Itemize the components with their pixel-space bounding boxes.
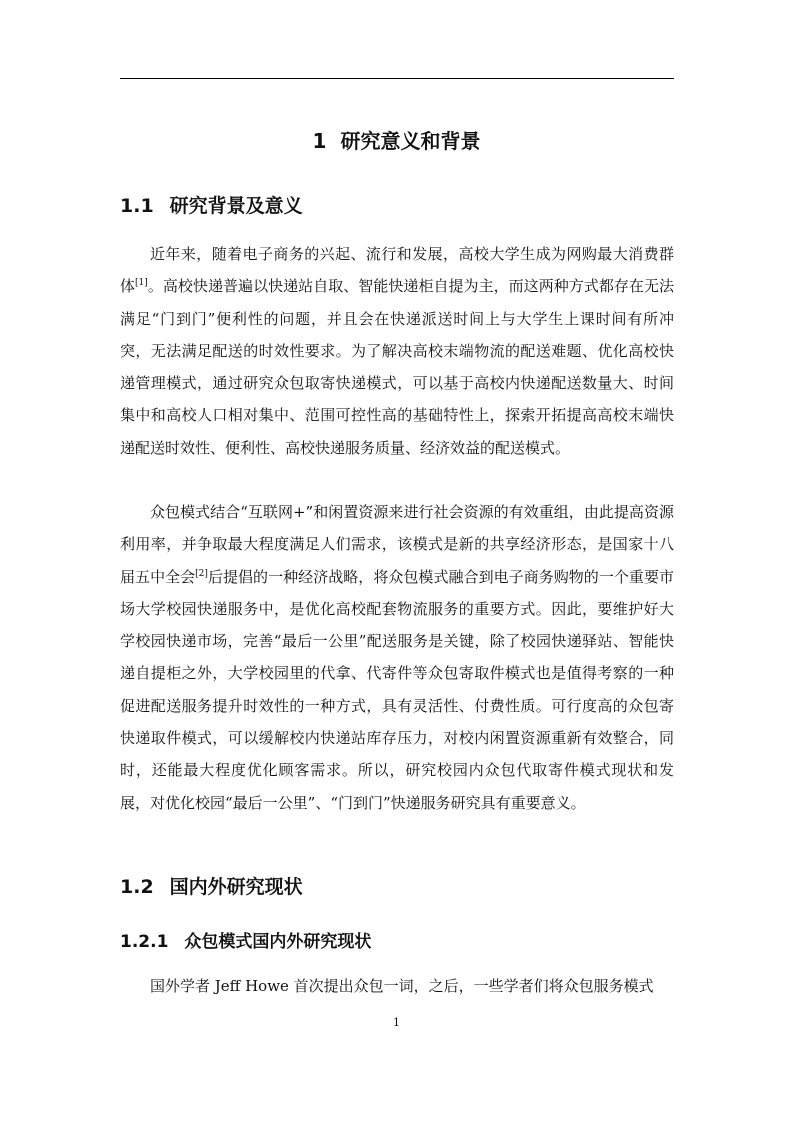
header-rule bbox=[120, 78, 674, 79]
paragraph-text: 众包模式结合“互联网+”和闲置资源来进行社会资源的有效重组，由此提高资源利用率，并争取最大程度满足人们需求，该模式是新的共享经济形态，是国家十八届五中全会 bbox=[120, 503, 674, 586]
section-number: 1.1 bbox=[120, 195, 154, 217]
paragraph-crowdsourcing bbox=[120, 496, 674, 819]
section-title: 众包模式国内外研究现状 bbox=[184, 932, 372, 952]
chapter-title-text: 研究意义和背景 bbox=[340, 129, 481, 153]
chapter-number: 1 bbox=[312, 129, 327, 153]
section-heading-1-2-1 bbox=[120, 930, 371, 954]
paragraph-text: 国外学者 Jeff Howe 首次提出众包一词，之后，一些学者们将众包服务模式 bbox=[150, 977, 654, 995]
paragraph-research-status bbox=[120, 970, 674, 1002]
section-number: 1.2.1 bbox=[120, 932, 169, 952]
citation-ref: [2] bbox=[195, 568, 208, 579]
citation-ref: [1] bbox=[135, 278, 148, 289]
paragraph-text: 近年来，随着电子商务的兴起、流行和发展，高校大学生成为网购最大消费群体 bbox=[120, 245, 674, 296]
paragraph-text: 后提倡的一种经济战略，将众包模式融合到电子商务购物的一个重要市场大学校园快递服务中，是优化高校配套物流服务的重要方式。因此，要维护好大学校园快递市场，完善“最后一公里”配送服务是关键，除了校园快递驿站、智能快递自提柜之外，大学校园里的代拿、代寄件等众包寄取件模式也是值得考察的一种促进配送服务提升时效性的一种方式，具有灵活性、付费性质。可行度高的众包寄快递取件模式，可以缓解校内快递站库存压力，对校内闲置资源重新有效整合，同时，还能最大程度优化顾客需求。所以，研究校园内众包代取寄件模式现状和发展，对优化校园“最后一公里”、“门到门”快递服务研究具有重要意义。 bbox=[120, 567, 674, 812]
section-title: 国内外研究现状 bbox=[169, 876, 303, 898]
section-heading-1-2 bbox=[120, 874, 303, 900]
page-number: 1 bbox=[393, 1016, 400, 1029]
section-heading-1-1 bbox=[120, 193, 303, 219]
chapter-title bbox=[0, 128, 793, 154]
paragraph-text: 。高校快递普遍以快递站自取、智能快递柜自提为主，而这两种方式都存在无法满足“门到门”便利性的问题，并且会在快递派送时间上与大学生上课时间有所冲突，无法满足配送的时效性要求。为了解决高校末端物流的配送难题、优化高校快递管理模式，通过研究众包取寄快递模式，可以基于高校内快递配送数量大、时间集中和高校人口相对集中、范围可控性高的基础特性上，探索开拓提高高校末端快递配送时效性、便利性、高校快递服务质量、经济效益的配送模式。 bbox=[120, 277, 674, 457]
section-title: 研究背景及意义 bbox=[169, 195, 303, 217]
paragraph-background bbox=[120, 238, 674, 464]
section-number: 1.2 bbox=[120, 876, 154, 898]
